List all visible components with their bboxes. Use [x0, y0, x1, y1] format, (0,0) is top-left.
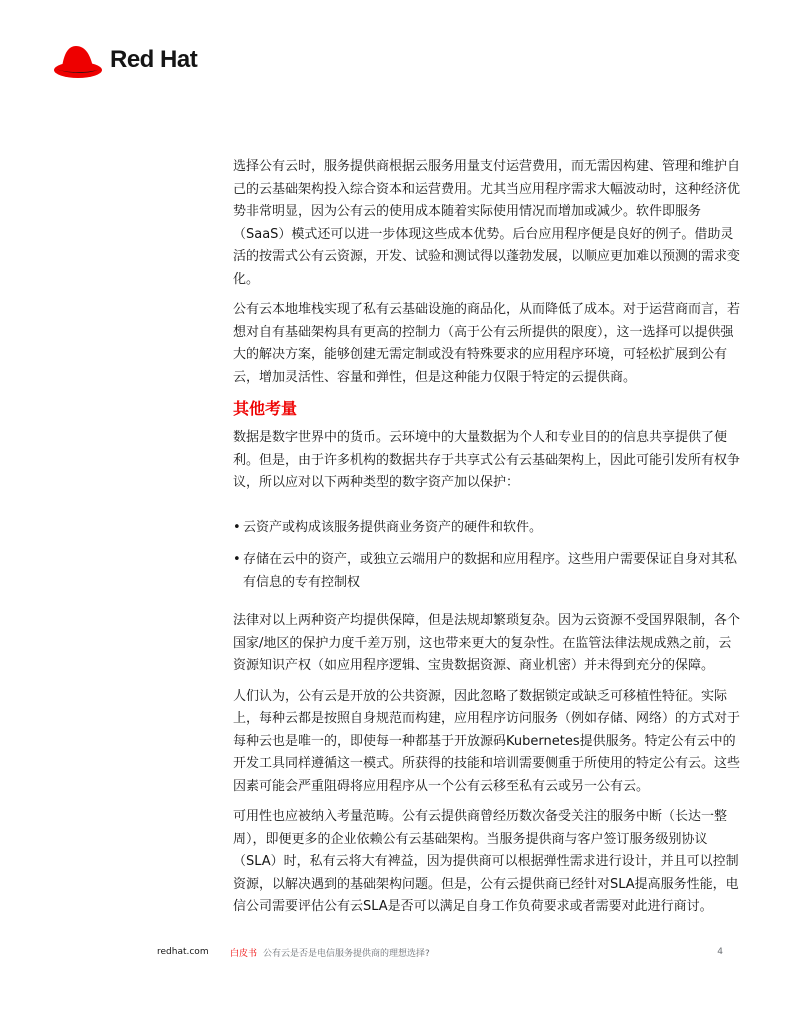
footer-site-link[interactable]: redhat.com: [157, 947, 209, 957]
paragraph-public-cloud-economics: 选择公有云时，服务提供商根据云服务用量支付运营费用，而无需因构建、管理和维护自己的云基础架构投入综合资本和运营费用。尤其当应用程序需求大幅波动时，这种经济优势非常明显，因为公有云的使用成本随着实际使用情况而增加或减少。软件即服务（SaaS）模式还可以进一步体现这些成本优势。后台应用程序便是良好的例子。借助灵活的按需式公有云资源，开发、试验和测试得以蓬勃发展，以顺应更加难以预测的需求变化。: [233, 159, 741, 287]
section-heading-other-considerations: 其他考量: [233, 399, 298, 418]
paragraph-data-currency: 数据是数字世界中的货币。云环境中的大量数据为个人和专业目的的信息共享提供了便利。但是，由于许多机构的数据共存于共享式公有云基础架构上，因此可能引发所有权争议，所以应对以下两种类型的数字资产加以保护：: [233, 430, 741, 490]
paragraph-lock-in: 人们认为，公有云是开放的公共资源，因此忽略了数据锁定或缺乏可移植性特征。实际上，每种云都是按照自身规范而构建，应用程序访问服务（例如存储、网络）的方式对于每种云也是唯一的，即使每一种都基于开放源码Kubernetes提供服务。特定公有云中的开发工具同样遵循这一模式。所获得的技能和培训需要侧重于所使用的特定公有云。这些因素可能会严重阻碍将应用程序从一个公有云移至私有云或另一公有云。: [233, 688, 741, 794]
paragraph-public-cloud-stack: 公有云本地堆栈实现了私有云基础设施的商品化，从而降低了成本。对于运营商而言，若想对自有基础架构具有更高的控制力（高于公有云所提供的限度），这一选择可以提供强大的解决方案，能够创建无需定制或没有特殊要求的应用程序环境，可轻松扩展到公有云，增加灵活性、容量和弹性，但是这种能力仅限于特定的云提供商。: [233, 302, 741, 385]
red-hat-logo-icon: [52, 40, 104, 80]
footer-doc-title: 公有云是否是电信服务提供商的理想选择?: [263, 948, 430, 959]
asset-bullet-list: [233, 517, 741, 595]
brand-wordmark: Red Hat: [110, 46, 198, 73]
bullet-item: • 云资产或构成该服务提供商业务资产的硬件和软件。: [233, 517, 741, 540]
page-number: 4: [717, 947, 723, 957]
paragraph-legal-protection: 法律对以上两种资产均提供保障，但是法规却繁琐复杂。因为云资源不受国界限制，各个国家/地区的保护力度千差万别，这也带来更大的复杂性。在监管法律法规成熟之前，云资源知识产权（如应用程序逻辑、宝贵数据资源、商业机密）并未得到充分的保障。: [233, 613, 741, 673]
bullet-item: • 存储在云中的资产，或独立云端用户的数据和应用程序。这些用户需要保证自身对其私有信息的专有控制权: [233, 549, 741, 594]
main-content: [233, 156, 741, 927]
page-footer: [157, 944, 723, 960]
brand-logo: [52, 40, 197, 80]
paragraph-availability: 可用性也应被纳入考量范畴。公有云提供商曾经历数次备受关注的服务中断（长达一整周），即便更多的企业依赖公有云基础架构。当服务提供商与客户签订服务级别协议（SLA）时，私有云将大有裨益，因为提供商可以根据弹性需求进行设计，并且可以控制资源，以解决遇到的基础架构问题。但是，公有云提供商已经针对SLA提高服务性能，电信公司需要评估公有云SLA是否可以满足自身工作负荷要求或者需要对此进行商讨。: [233, 809, 739, 914]
footer-doc-type: 白皮书: [230, 948, 258, 959]
